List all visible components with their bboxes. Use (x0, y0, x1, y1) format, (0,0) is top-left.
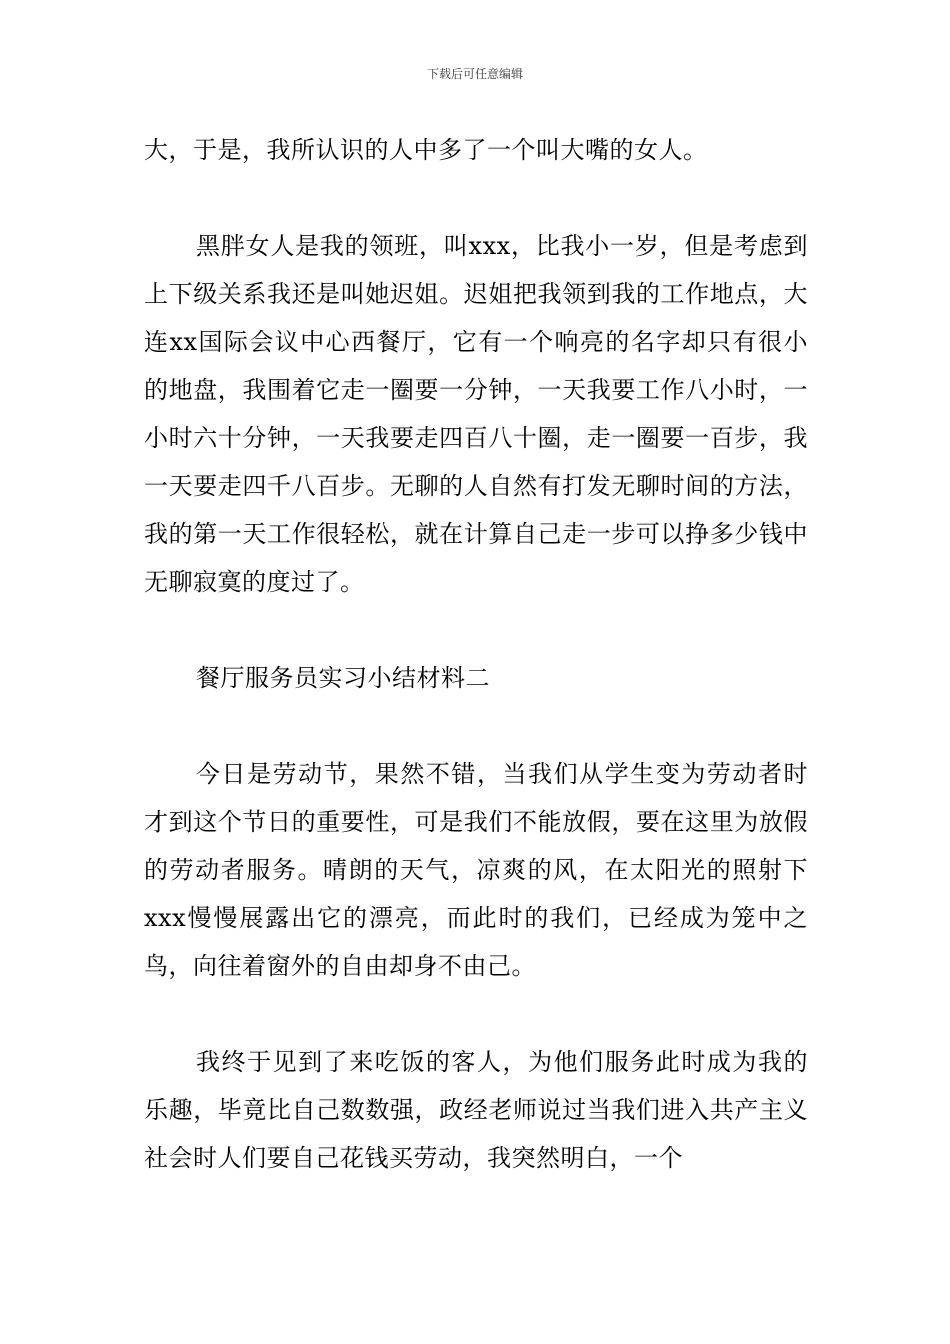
paragraph-gap (144, 174, 808, 222)
paragraph-continuation: 大，于是，我所认识的人中多了一个叫大嘴的女人。 (144, 136, 708, 164)
document-body (144, 126, 808, 1182)
page-header-note: 下载后可任意编辑 (426, 67, 523, 81)
paragraph-first-guests: 我终于见到了来吃饭的客人，为他们服务此时成为我的乐趣，毕竟比自己数数强，政经老师说过当我们进入共产主义社会时人们要自己花钱买劳动，我突然明白，一个 (144, 1048, 808, 1172)
paragraph-team-leader: 黑胖女人是我的领班，叫xxx，比我小一岁，但是考虑到上下级关系我还是叫她迟姐。迟姐把我领到我的工作地点，大连xx国际会议中心西餐厅，它有一个响亮的名字却只有很小的地盘，我围着它走一圈要一分钟，一天我要工作八小时，一小时六十分钟，一天我要走四百八十圈，走一圈要一百步，我一天要走四千八百步。无聊的人自然有打发无聊时间的方法，我的第一天工作很轻松，就在计算自己走一步可以挣多少钱中无聊寂寞的度过了。 (144, 232, 808, 596)
paragraph-gap (144, 702, 808, 750)
paragraph-gap (144, 990, 808, 1038)
section-heading: 餐厅服务员实习小结材料二 (196, 664, 490, 692)
paragraph-labor-day: 今日是劳动节，果然不错，当我们从学生变为劳动者时才到这个节日的重要性，可是我们不能放假，要在这里为放假的劳动者服务。晴朗的天气，凉爽的风，在太阳光的照射下xxx慢慢展露出它的漂亮，而此时的我们，已经成为笼中之鸟，向往着窗外的自由却身不由己。 (144, 760, 808, 980)
paragraph-gap (144, 606, 808, 654)
